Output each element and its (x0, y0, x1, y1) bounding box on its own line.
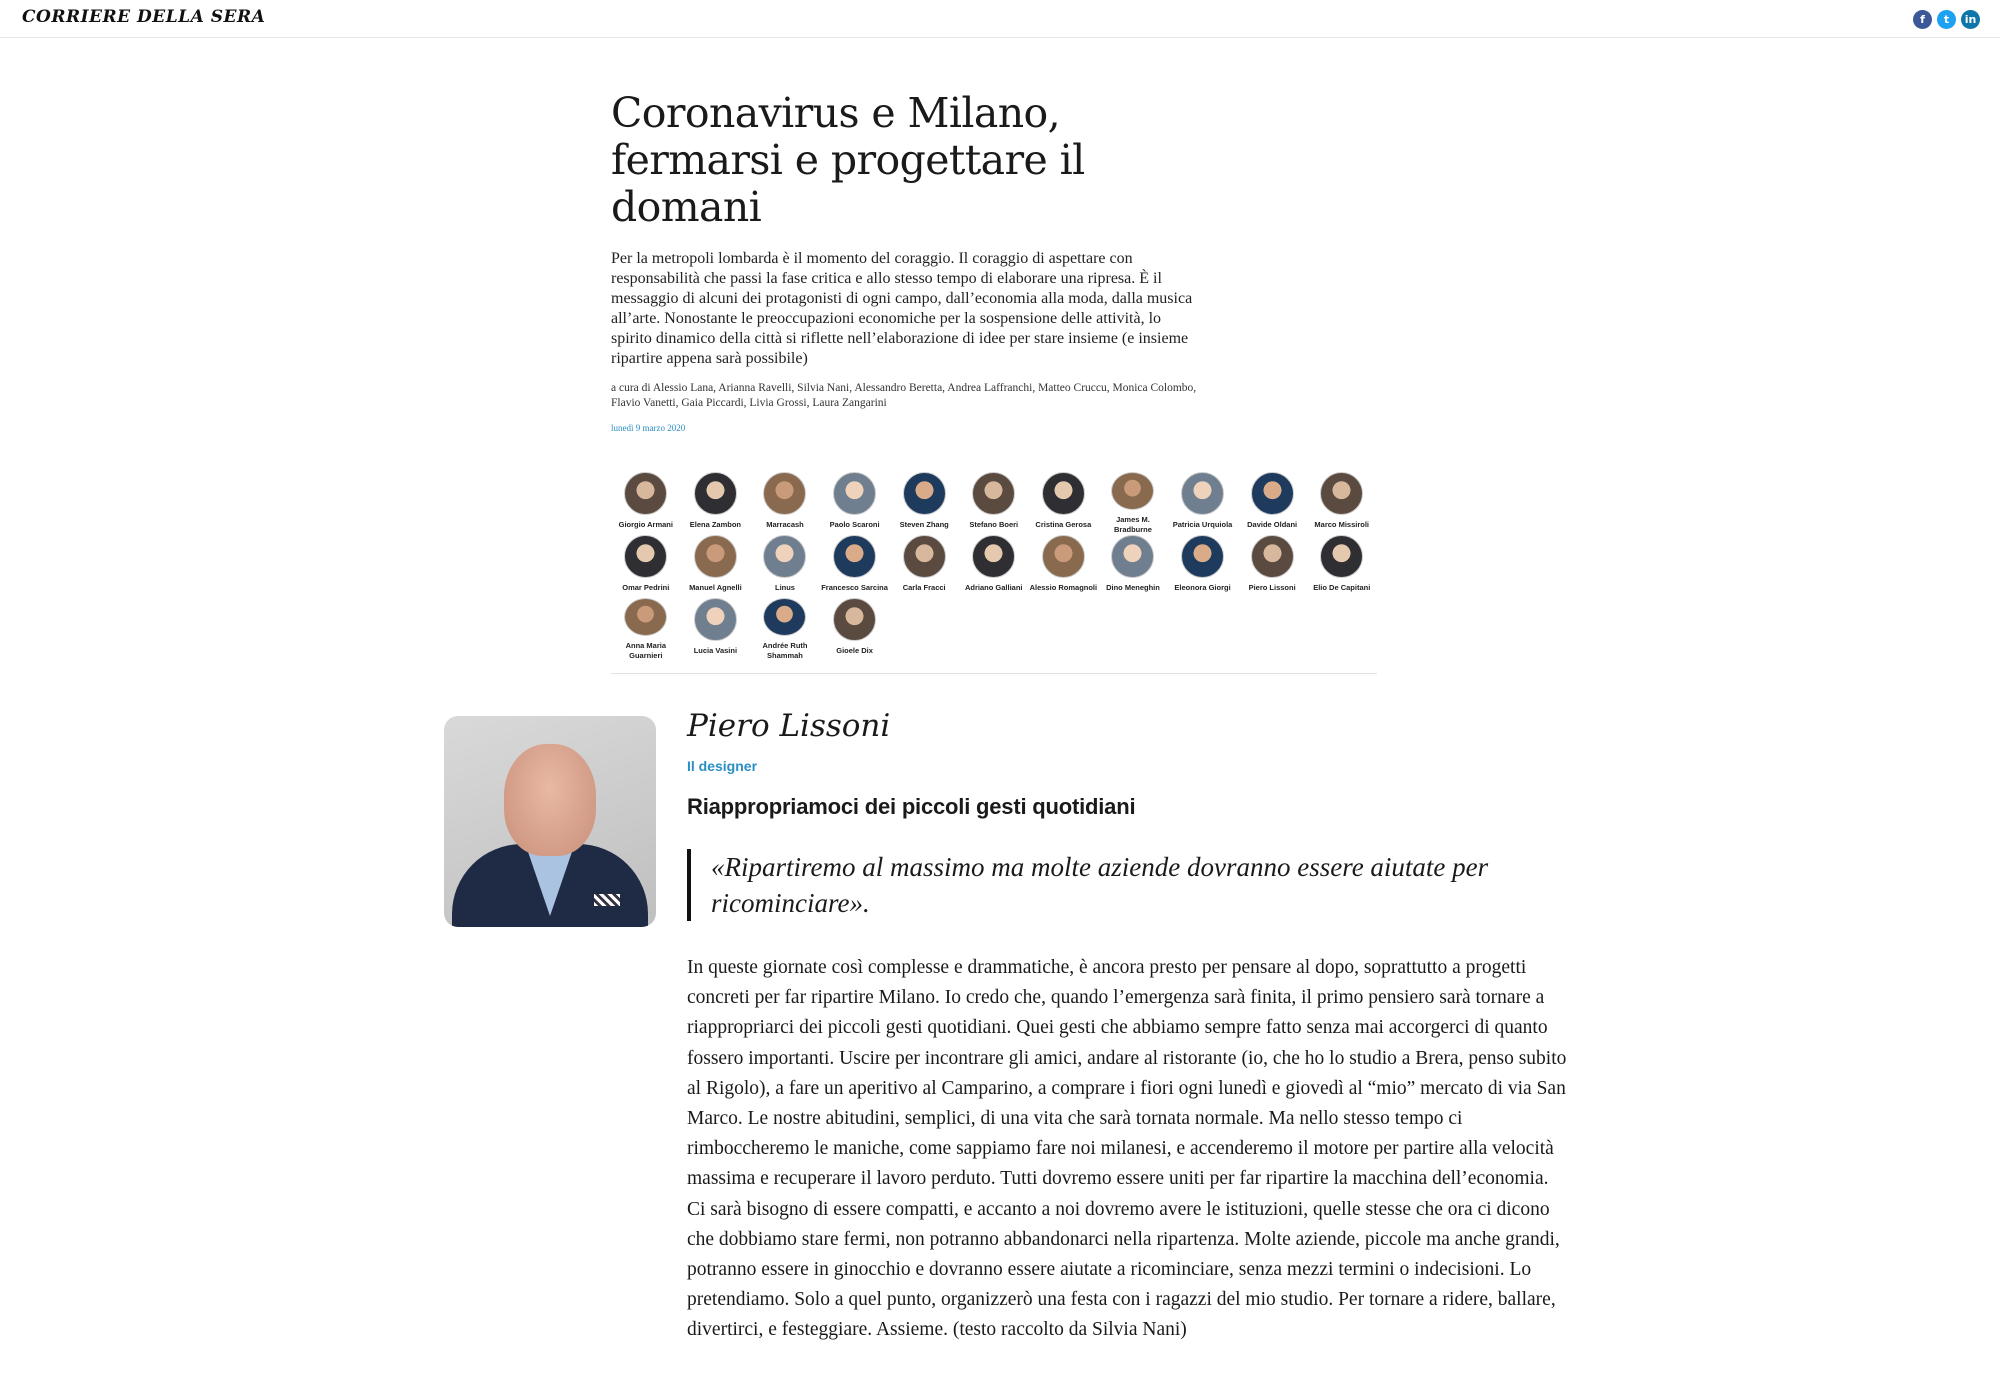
avatar[interactable] (833, 598, 876, 641)
person-card[interactable] (889, 472, 959, 535)
person-card-name: Carla Fracci (902, 583, 946, 592)
linkedin-icon[interactable]: in (1961, 10, 1980, 29)
person-card[interactable] (1168, 535, 1238, 598)
avatar[interactable] (694, 472, 737, 515)
avatar[interactable] (763, 472, 806, 515)
person-card[interactable] (820, 535, 890, 598)
person-card[interactable] (1098, 535, 1168, 598)
avatar[interactable] (903, 535, 946, 578)
person-card-name: Elena Zambon (689, 520, 742, 529)
avatar[interactable] (1320, 472, 1363, 515)
avatar[interactable] (833, 472, 876, 515)
people-grid (611, 472, 1377, 674)
avatar[interactable] (1111, 535, 1154, 578)
person-card-name: James M. Bradburne (1113, 515, 1152, 534)
avatar[interactable] (624, 472, 667, 515)
avatar[interactable] (624, 598, 667, 636)
avatar[interactable] (694, 598, 737, 641)
avatar[interactable] (972, 472, 1015, 515)
twitter-icon[interactable]: t (1937, 10, 1956, 29)
person-card-name: Eleonora Giorgi (1174, 583, 1231, 592)
person-card-name: Paolo Scaroni (829, 520, 880, 529)
person-role[interactable]: Il designer (687, 758, 758, 774)
social-share-bar (1913, 10, 1980, 29)
avatar[interactable] (1320, 535, 1363, 578)
person-card-name: Marco Missiroli (1314, 520, 1370, 529)
avatar[interactable] (1251, 472, 1294, 515)
avatar[interactable] (1251, 535, 1294, 578)
avatar[interactable] (972, 535, 1015, 578)
person-card[interactable] (1029, 472, 1099, 535)
person-card[interactable] (1307, 535, 1377, 598)
avatar[interactable] (1111, 472, 1154, 510)
person-card[interactable] (611, 598, 681, 661)
avatar[interactable] (903, 472, 946, 515)
person-card[interactable] (1098, 472, 1168, 535)
article-headline: Riappropriamoci dei piccoli gesti quotidiani (687, 794, 1136, 819)
person-card-name: Stefano Boeri (969, 520, 1019, 529)
site-logo[interactable]: CORRIERE DELLA SERA (22, 7, 266, 27)
avatar[interactable] (624, 535, 667, 578)
pull-quote: «Ripartiremo al massimo ma molte aziende dovranno essere aiutate per ricominciare». (687, 849, 1547, 921)
person-card-name: Anna Maria Guarnieri (625, 641, 667, 660)
person-card-name: Linus (774, 583, 795, 592)
person-card[interactable] (681, 535, 751, 598)
avatar[interactable] (763, 598, 806, 636)
person-card[interactable] (1237, 535, 1307, 598)
avatar[interactable] (1181, 472, 1224, 515)
title-line-1: Coronavirus e Milano, (611, 89, 1061, 137)
avatar[interactable] (1042, 535, 1085, 578)
person-card[interactable] (750, 598, 820, 661)
person-card[interactable] (611, 535, 681, 598)
person-card[interactable] (959, 472, 1029, 535)
person-card-name: Cristina Gerosa (1035, 520, 1092, 529)
author-photo (444, 716, 656, 927)
person-card[interactable] (750, 535, 820, 598)
article-body (687, 708, 1567, 1346)
person-card[interactable] (820, 472, 890, 535)
facebook-icon[interactable]: f (1913, 10, 1932, 29)
article-header (611, 90, 1201, 433)
person-card[interactable] (750, 472, 820, 535)
person-card-name: Adriano Galliani (965, 583, 1023, 592)
person-card-name: Manuel Agnelli (689, 583, 742, 592)
person-card-name: Steven Zhang (899, 520, 949, 529)
person-card[interactable] (1168, 472, 1238, 535)
person-card-name: Elio De Capitani (1313, 583, 1371, 592)
person-card-name: Andrée Ruth Shammah (762, 641, 808, 660)
person-card-name: Dino Meneghin (1106, 583, 1160, 592)
person-card[interactable] (959, 535, 1029, 598)
person-card-name: Piero Lissoni (1248, 583, 1296, 592)
avatar[interactable] (694, 535, 737, 578)
person-card[interactable] (820, 598, 890, 661)
person-card-name: Marracash (766, 520, 804, 529)
person-card-name: Gioele Dix (836, 646, 873, 655)
avatar[interactable] (833, 535, 876, 578)
person-card[interactable] (1307, 472, 1377, 535)
avatar[interactable] (1042, 472, 1085, 515)
article-text: In queste giornate così complesse e drammatiche, è ancora presto per pensare al dopo, soprattutto a progetti concreti per far ripartire Milano. Io credo che, quando l’emergenza sarà finita, il primo pensiero sarà tornare a riappropriarci dei piccoli gesti quotidiani. Quei gesti che abbiamo sempre fatto senza mai accorgerci di quanto fossero importanti. Uscire per incontrare gli amici, andare al ristorante (io, che ho lo studio a Brera, penso subito al Rigolo), a fare un aperitivo al Camparino, a comprare i fiori ogni lunedì e giovedì al “mio” mercato di via San Marco. Le nostre abitudini, semplici, di una vita che sarà tornata normale. Ma nello stesso tempo ci rimboccheremo le maniche, come sappiamo fare noi milanesi, e accenderemo il motore per partire alla velocità massima e recuperare il lavoro perduto. Tutti dovremo essere uniti per far ripartire la macchina dell’economia. Ci sarà bisogno di essere compatti, e accanto a noi dovremo avere le istituzioni, quelle stesse che ora ci dicono che dobbiamo stare fermi, non potranno abbandonarci nella ripartenza. Molte aziende, piccole ma anche grandi, potranno essere in ginocchio e dovranno essere aiutate a ricominciare, senza mezzi termini o indecisioni. Lo pretendiamo. Solo a quel punto, organizzerò una festa con i ragazzi del mio studio. Per tornare a ridere, ballare, divertirci, e festeggiare. Assieme. (testo raccolto da Silvia Nani) (687, 957, 1567, 1341)
person-name: Piero Lissoni (687, 708, 891, 744)
person-card[interactable] (611, 472, 681, 535)
person-card-name: Davide Oldani (1247, 520, 1298, 529)
publish-date: lunedì 9 marzo 2020 (611, 423, 686, 433)
person-card-name: Francesco Sarcina (821, 583, 888, 592)
person-card[interactable] (1029, 535, 1099, 598)
person-card-name: Patricia Urquiola (1172, 520, 1233, 529)
avatar[interactable] (1181, 535, 1224, 578)
person-card[interactable] (681, 472, 751, 535)
credits: a cura di Alessio Lana, Arianna Ravelli, Silvia Nani, Alessandro Beretta, Andrea Laffranchi, Matteo Cruccu, Monica Colombo, Flavio Vanetti, Gaia Piccardi, Livia Grossi, Laura Zangarini (611, 382, 1197, 409)
person-card-name: Lucia Vasini (693, 646, 738, 655)
person-card-name: Alessio Romagnoli (1029, 583, 1098, 592)
page-title (611, 90, 1201, 231)
person-card[interactable] (681, 598, 751, 661)
person-card-name: Omar Pedrini (622, 583, 670, 592)
lead-paragraph: Per la metropoli lombarda è il momento del coraggio. Il coraggio di aspettare con responsabilità che passi la fase critica e allo stesso tempo di elaborare una ripresa. È il messaggio di alcuni dei protagonisti di ogni campo, dall’economia alla moda, dalla musica all’arte. Nonostante le preoccupazioni economiche per la sospensione delle attività, lo spirito dinamico della città si riflette nell’elaborazione di idee per stare insieme (e insieme ripartire appena sarà possibile) (611, 250, 1193, 367)
person-card[interactable] (889, 535, 959, 598)
person-card[interactable] (1237, 472, 1307, 535)
top-bar (0, 0, 2000, 38)
avatar[interactable] (763, 535, 806, 578)
title-line-2: fermarsi e progettare il domani (611, 136, 1085, 231)
person-card-name: Giorgio Armani (618, 520, 673, 529)
